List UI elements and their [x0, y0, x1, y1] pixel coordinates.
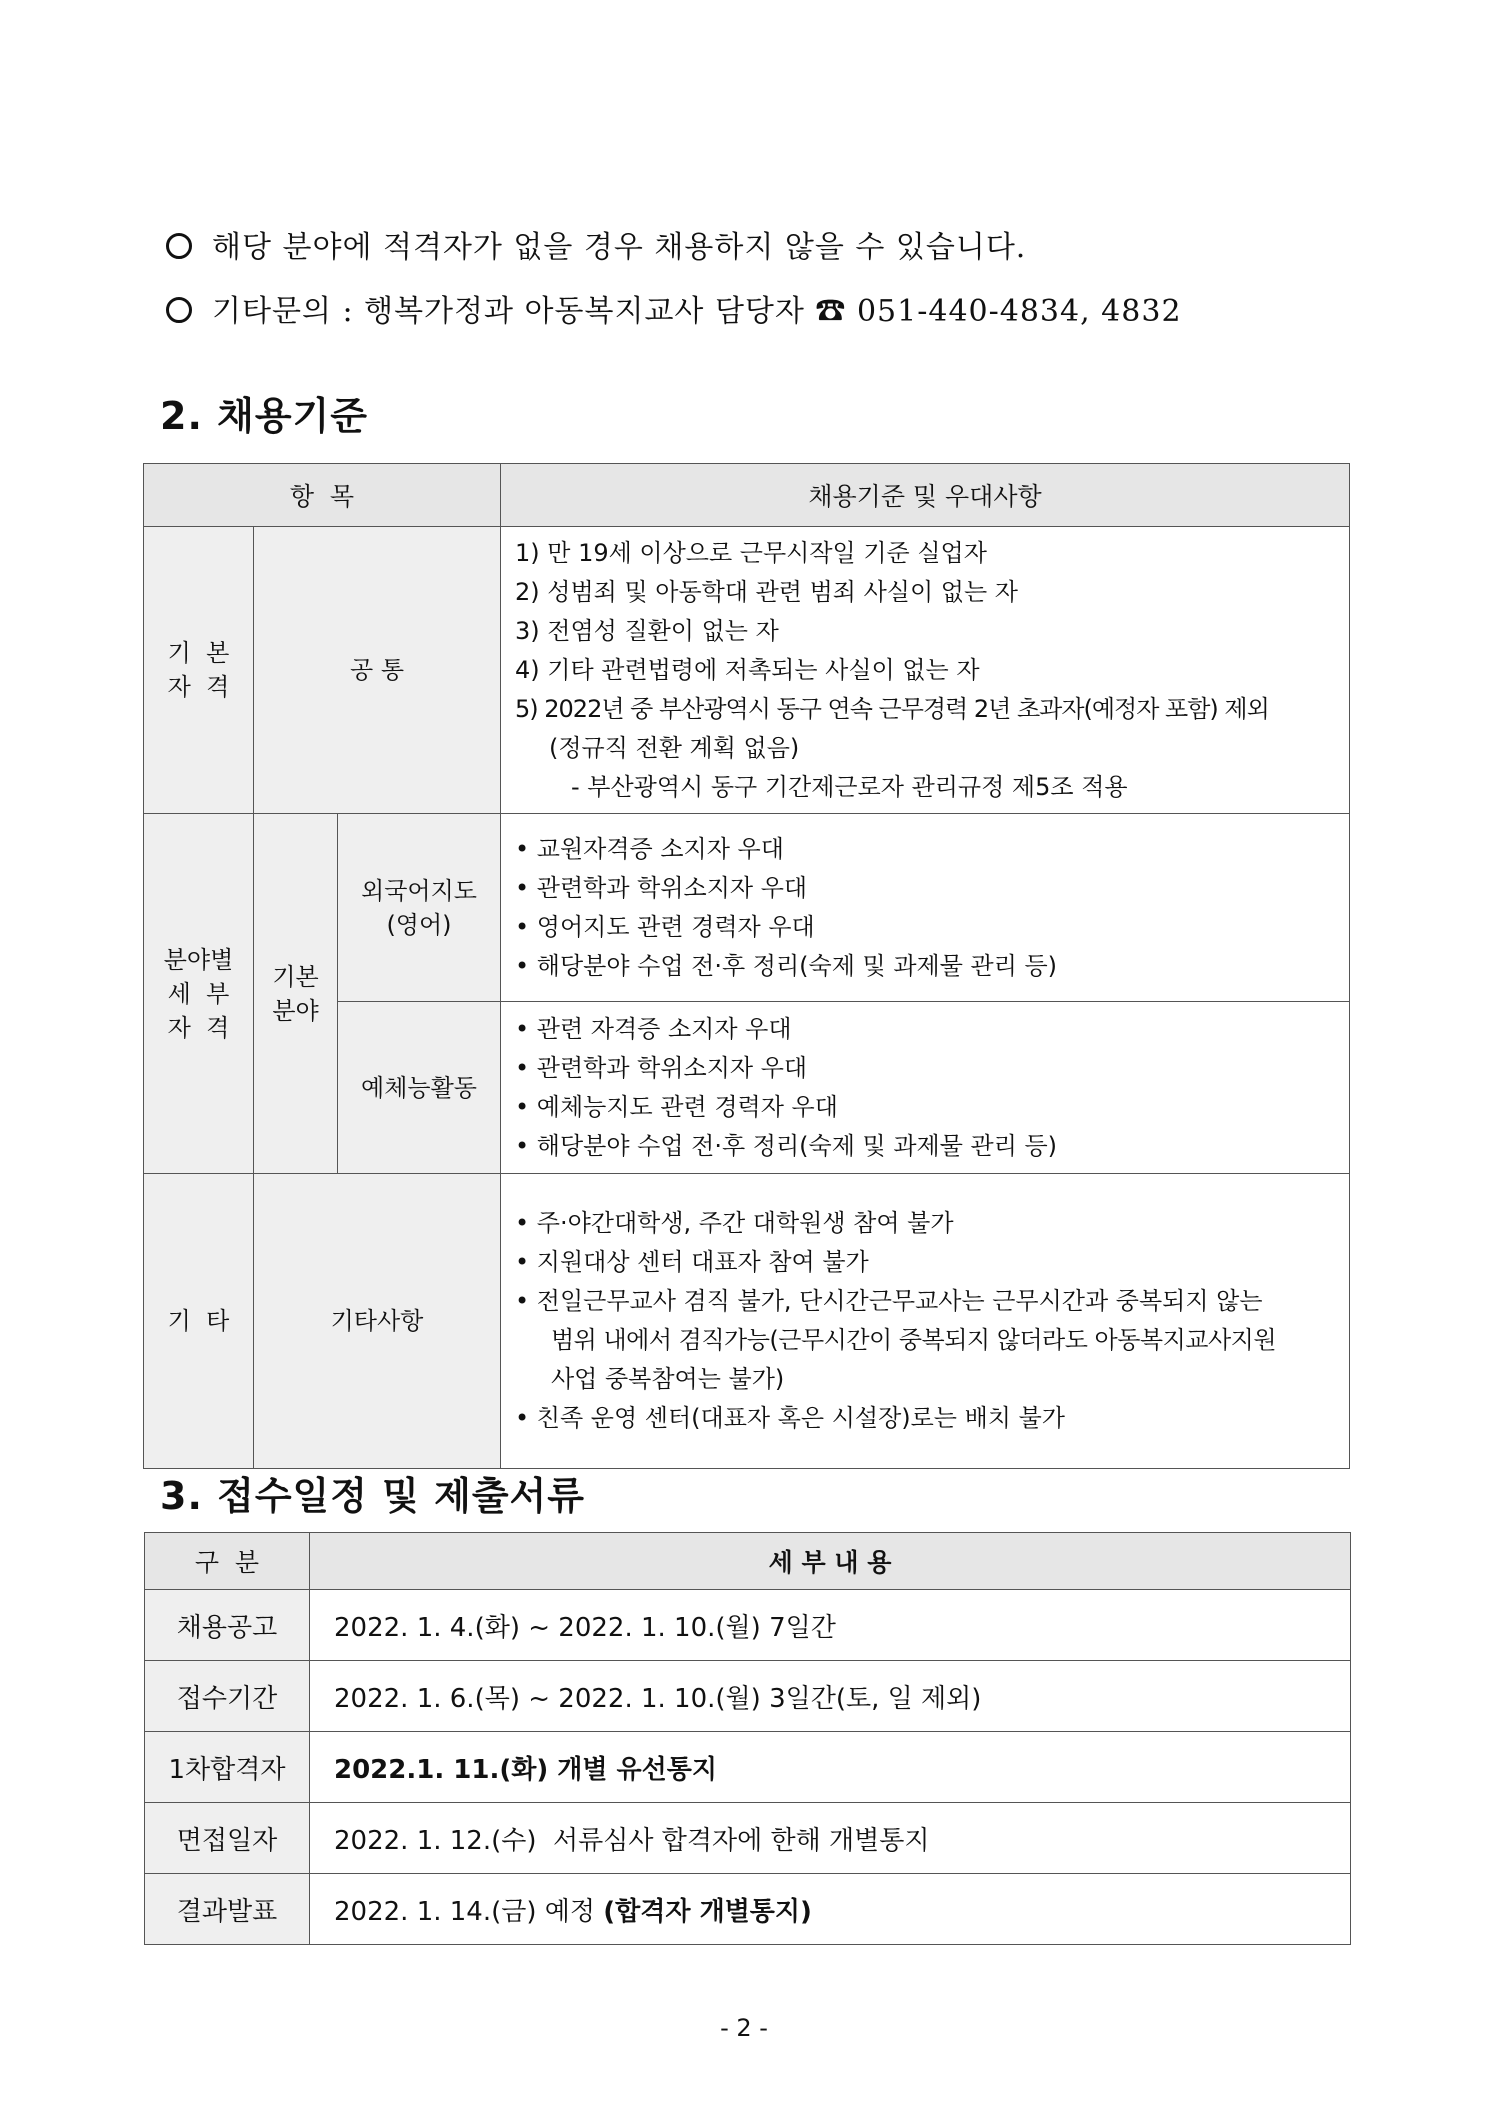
schedule-label: 1차합격자 — [145, 1732, 310, 1803]
arts-item: • 관련 자격증 소지자 우대 — [515, 1014, 792, 1043]
english-name — [338, 814, 501, 1002]
basic-line: 4) 기타 관련법령에 저촉되는 사실이 없는 자 — [515, 655, 980, 684]
arts-item: • 해당분야 수업 전·후 정리(숙제 및 과제물 관리 등) — [515, 1131, 1058, 1160]
other-item-cont: 사업 중복참여는 불가) — [551, 1365, 785, 1393]
schedule-label: 채용공고 — [145, 1590, 310, 1661]
schedule-value-bold: (합격자 개별통지) — [603, 1896, 812, 1927]
english-item: • 관련학과 학위소지자 우대 — [515, 873, 808, 902]
schedule-row — [145, 1874, 1351, 1945]
basic-label-2: 자 격 — [167, 673, 230, 701]
arts-item: • 관련학과 학위소지자 우대 — [515, 1053, 808, 1082]
field-sub — [254, 814, 338, 1174]
schedule-label: 결과발표 — [145, 1874, 310, 1945]
field-label — [144, 814, 254, 1174]
notice-1 — [166, 222, 1026, 266]
schedule-header-col2: 세 부 내 용 — [310, 1533, 1351, 1590]
other-item: • 지원대상 센터 대표자 참여 불가 — [515, 1248, 869, 1276]
other-item: • 친족 운영 센터(대표자 혹은 시설장)로는 배치 불가 — [515, 1404, 1065, 1432]
basic-line: (정규직 전환 계획 없음) — [549, 733, 800, 762]
page-number: - 2 - — [720, 2014, 768, 2042]
basic-label-1: 기 본 — [167, 639, 230, 667]
schedule-value: 2022. 1. 12.(수) 서류심사 합격자에 한해 개별통지 — [310, 1803, 1351, 1874]
schedule-header-row — [145, 1533, 1351, 1590]
other-label: 기 타 — [144, 1174, 254, 1469]
field-label-1: 분야별 — [163, 945, 234, 974]
circle-bullet-icon — [166, 297, 192, 323]
other-row — [144, 1174, 1350, 1469]
schedule-value: 2022. 1. 6.(목) ~ 2022. 1. 10.(월) 3일간(토, 일 제외) — [310, 1661, 1351, 1732]
field-label-2: 세 부 — [167, 979, 230, 1008]
schedule-row — [145, 1803, 1351, 1874]
schedule-value: 2022. 1. 4.(화) ~ 2022. 1. 10.(월) 7일간 — [310, 1590, 1351, 1661]
circle-bullet-icon — [166, 233, 192, 259]
header-item: 항 목 — [144, 464, 501, 527]
english-content — [501, 814, 1350, 1002]
arts-content — [501, 1002, 1350, 1174]
basic-line: 2) 성범죄 및 아동학대 관련 범죄 사실이 없는 자 — [515, 577, 1018, 606]
field-sub-2: 분야 — [272, 996, 319, 1025]
basic-line: 3) 전염성 질환이 없는 자 — [515, 616, 779, 645]
notice-2 — [166, 286, 1182, 330]
other-item: • 주·야간대학생, 주간 대학원생 참여 불가 — [515, 1209, 954, 1237]
other-item-cont: 범위 내에서 겸직가능(근무시간이 중복되지 않더라도 아동복지교사지원 — [551, 1326, 1277, 1354]
basic-row — [144, 527, 1350, 814]
english-item: • 해당분야 수업 전·후 정리(숙제 및 과제물 관리 등) — [515, 951, 1058, 980]
arts-name: 예체능활동 — [338, 1002, 501, 1174]
field-label-3: 자 격 — [167, 1013, 230, 1042]
english-name-2: (영어) — [386, 910, 452, 939]
arts-item: • 예체능지도 관련 경력자 우대 — [515, 1092, 838, 1121]
english-row — [144, 814, 1350, 1002]
schedule-value: 2022.1. 11.(화) 개별 유선통지 — [310, 1732, 1351, 1803]
basic-content — [501, 527, 1350, 814]
schedule-row — [145, 1732, 1351, 1803]
basic-label — [144, 527, 254, 814]
criteria-table — [143, 463, 1350, 1469]
criteria-header-row — [144, 464, 1350, 527]
english-item: • 교원자격증 소지자 우대 — [515, 834, 784, 863]
notice-text: 해당 분야에 적격자가 없을 경우 채용하지 않을 수 있습니다. — [212, 230, 1027, 265]
schedule-label: 면접일자 — [145, 1803, 310, 1874]
schedule-row — [145, 1661, 1351, 1732]
basic-line: - 부산광역시 동구 기간제근로자 관리규정 제5조 적용 — [571, 772, 1128, 801]
other-sub: 기타사항 — [254, 1174, 501, 1469]
schedule-row — [145, 1590, 1351, 1661]
basic-line: 5) 2022년 중 부산광역시 동구 연속 근무경력 2년 초과자(예정자 포함) 제외 — [515, 694, 1269, 723]
schedule-header-col1: 구 분 — [145, 1533, 310, 1590]
schedule-table — [144, 1532, 1351, 1945]
field-sub-1: 기본 — [272, 962, 319, 991]
schedule-label: 접수기간 — [145, 1661, 310, 1732]
english-item: • 영어지도 관련 경력자 우대 — [515, 912, 815, 941]
section-2-title: 2. 채용기준 — [160, 394, 368, 438]
english-name-1: 외국어지도 — [361, 876, 477, 905]
other-item: • 전일근무교사 겸직 불가, 단시간근무교사는 근무시간과 중복되지 않는 — [515, 1287, 1263, 1315]
schedule-value-text: 2022. 1. 14.(금) 예정 — [334, 1896, 604, 1927]
notice-text: 기타문의 : 행복가정과 아동복지교사 담당자 ☎ 051-440-4834, 4832 — [212, 294, 1182, 329]
other-content — [501, 1174, 1350, 1469]
schedule-value — [310, 1874, 1351, 1945]
basic-sub: 공 통 — [254, 527, 501, 814]
basic-line: 1) 만 19세 이상으로 근무시작일 기준 실업자 — [515, 538, 987, 567]
header-criteria: 채용기준 및 우대사항 — [501, 464, 1350, 527]
section-3-title: 3. 접수일정 및 제출서류 — [160, 1474, 585, 1518]
